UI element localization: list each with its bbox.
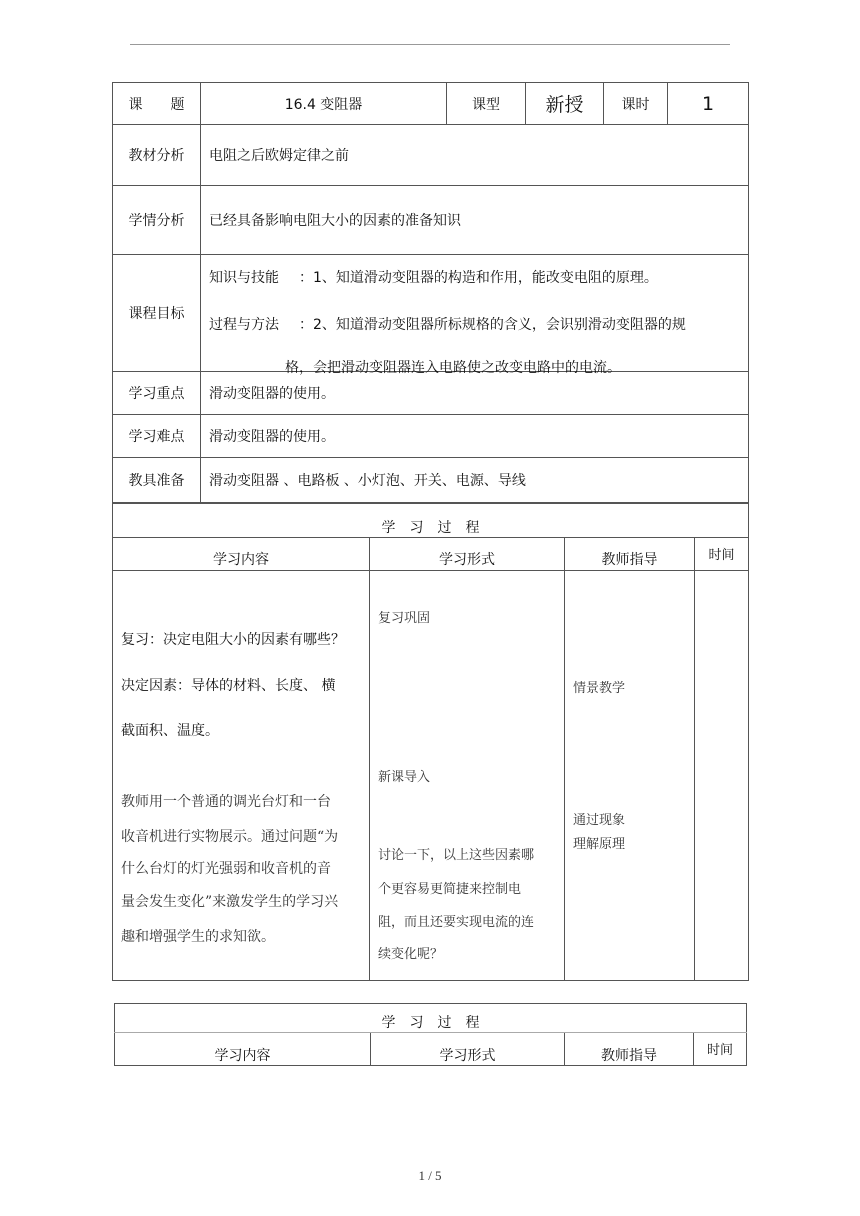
form-review: 复习巩固 [378, 611, 431, 626]
col-time-2: 时间 [694, 1033, 747, 1066]
form-cell [370, 571, 565, 981]
col-content: 学习内容 [113, 538, 370, 571]
process-title-2: 学 习 过 程 [115, 1004, 747, 1033]
goal-2-cont: 格，会把滑动变阻器连入电路使之改变电路中的电流。 [285, 360, 621, 376]
type-label: 课型 [447, 83, 526, 125]
goal-2 [209, 314, 686, 334]
process-title: 学 习 过 程 [113, 504, 749, 538]
material-label: 教材分析 [113, 125, 201, 186]
content-cell [113, 571, 370, 981]
topic-label: 课 题 [113, 83, 201, 125]
difficulty-label: 学习难点 [113, 415, 201, 458]
form-discuss-2: 个更容易更简捷来控制电 [378, 882, 522, 897]
form-discuss-3: 阻，而且还要实现电流的连 [378, 915, 535, 930]
guide-scene: 情景教学 [573, 681, 626, 696]
guide-cell [565, 571, 695, 981]
guide-phenomenon-1: 通过现象 [573, 813, 626, 828]
col-time: 时间 [695, 538, 749, 571]
guide-phenomenon-2: 理解原理 [573, 837, 626, 852]
demo-line-2: 收音机进行实物展示。通过问题“为 [121, 829, 339, 845]
col-form: 学习形式 [370, 538, 565, 571]
review-question: 复习：决定电阻大小的因素有哪些？ [121, 632, 345, 648]
review-answer-2: 截面积、温度。 [121, 723, 219, 739]
demo-line-1: 教师用一个普通的调光台灯和一台 [121, 794, 331, 810]
lesson-info-table [112, 82, 749, 503]
review-answer-1: 决定因素：导体的材料、长度、 横 [121, 678, 336, 694]
period-value: 1 [668, 83, 749, 125]
process-table-continued [114, 1003, 747, 1066]
goal-1-prefix: 知识与技能 [209, 270, 279, 286]
col-content-2: 学习内容 [115, 1033, 371, 1066]
form-discuss-1: 讨论一下，以上这些因素哪 [378, 848, 535, 863]
type-value: 新授 [526, 83, 604, 125]
demo-line-4: 量会发生变化”来激发学生的学习兴 [121, 894, 339, 910]
goal-1-text: ：1、知道滑动变阻器的构造和作用，能改变电阻的原理。 [299, 270, 658, 286]
time-cell [695, 571, 749, 981]
focus-label: 学习重点 [113, 372, 201, 415]
difficulty-value: 滑动变阻器的使用。 [201, 415, 749, 458]
page-number: 1 / 5 [418, 1168, 442, 1183]
material-value: 电阻之后欧姆定律之前 [201, 125, 749, 186]
demo-line-5: 趣和增强学生的求知欲。 [121, 929, 275, 945]
col-form-2: 学习形式 [371, 1033, 565, 1066]
form-discuss-4: 续变化呢？ [378, 947, 444, 962]
topic-value: 16.4 变阻器 [201, 83, 447, 125]
form-new-lesson: 新课导入 [378, 770, 431, 785]
process-table [112, 503, 749, 981]
focus-value: 滑动变阻器的使用。 [201, 372, 749, 415]
goal-1 [209, 267, 658, 287]
period-label: 课时 [604, 83, 668, 125]
students-label: 学情分析 [113, 186, 201, 255]
header-rule [130, 44, 730, 45]
goal-2-text: ：2、知道滑动变阻器所标规格的含义，会识别滑动变阻器的规 [299, 317, 686, 333]
col-guide: 教师指导 [565, 538, 695, 571]
col-guide-2: 教师指导 [565, 1033, 694, 1066]
goals-label: 课程目标 [113, 255, 201, 372]
demo-line-3: 什么台灯的灯光强弱和收音机的音 [121, 861, 331, 877]
students-value: 已经具备影响电阻大小的因素的准备知识 [201, 186, 749, 255]
goals-cell [201, 255, 749, 376]
tools-label: 教具准备 [113, 458, 201, 503]
tools-value: 滑动变阻器 、电路板 、小灯泡、开关、电源、导线 [201, 458, 749, 503]
goal-2-prefix: 过程与方法 [209, 317, 279, 333]
